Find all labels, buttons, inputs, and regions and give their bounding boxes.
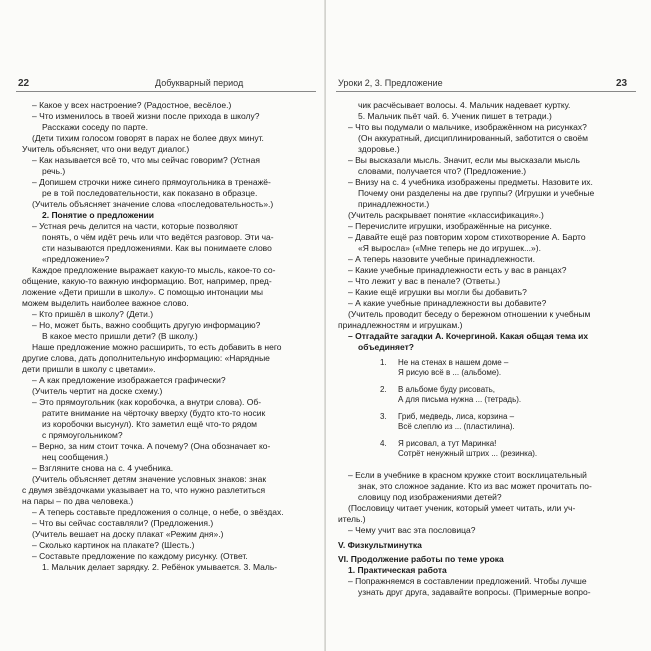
- text-line: Почему они разделены на две группы? (Игрушки и учебные: [358, 188, 595, 198]
- riddle-line: Гриб, медведь, лиса, корзина –: [398, 412, 515, 421]
- right-page: [326, 0, 651, 651]
- text-line: – Что вы подумали о мальчике, изображённом на рисунках?: [348, 122, 587, 132]
- left-page: [0, 0, 325, 651]
- text-line: (Пословицу читает ученик, который умеет читать, или уч-: [348, 503, 576, 513]
- riddle-line: В альбоме буду рисовать,: [398, 385, 496, 394]
- text-line: дети пришли в школу с цветами».: [22, 364, 156, 374]
- right-body-bottom: [338, 470, 592, 598]
- text-line: – Как называется всё то, что мы сейчас говорим? (Устная: [32, 155, 260, 165]
- text-line: принадлежностям и игрушкам.): [338, 320, 463, 330]
- riddle-number: 3.: [380, 412, 387, 421]
- text-line: – Какие учебные принадлежности есть у вас в ранцах?: [348, 265, 567, 275]
- text-line: принадлежности.): [358, 199, 430, 209]
- text-line: – Давайте ещё раз повторим хором стихотворение А. Барто: [348, 232, 586, 242]
- riddle-number: 1.: [380, 358, 387, 367]
- text-line: (Учитель проводит беседу о бережном отношении к учебным: [348, 309, 591, 319]
- riddle-4: [380, 439, 620, 463]
- text-line: чик расчёсывает волосы. 4. Мальчик надевает куртку.: [358, 100, 571, 110]
- text-line: – Какое у всех настроение? (Радостное, весёлое.): [32, 100, 232, 110]
- text-line: – Что изменилось в твоей жизни после прихода в школу?: [32, 111, 260, 121]
- text-line: ре в той последовательности, как показано в образце.: [42, 188, 258, 198]
- text-line: В какое место пришли дети? (В школу.): [42, 331, 198, 341]
- text-line: словицу под изображениями детей?: [358, 492, 502, 502]
- text-line: – Что лежит у вас в пенале? (Ответы.): [348, 276, 501, 286]
- riddle-line: Всё слеплю из ... (пластилина).: [398, 422, 515, 431]
- text-line: ратите внимание на чёрточку вверху (будто кто-то носик: [42, 408, 266, 418]
- right-page-number: 23: [616, 78, 628, 89]
- text-line: (Учитель чертит на доске схему.): [32, 386, 163, 396]
- text-line: – Внизу на с. 4 учебника изображены предметы. Назовите их.: [348, 177, 593, 187]
- text-line: – Попражняемся в составлении предложений. Чтобы лучше: [348, 576, 587, 586]
- text-line: (Учитель вешает на доску плакат «Режим дня».): [32, 529, 224, 539]
- text-line: сти называются предложениями. Как вы понимаете слово: [42, 243, 272, 253]
- text-line: – Что вы сейчас составляли? (Предложения.): [32, 518, 214, 528]
- riddle-line: Сотрёт ненужный штрих ... (резинка).: [398, 449, 538, 458]
- riddle-line: Я рисую всё в ... (альбоме).: [398, 368, 502, 377]
- text-line: нец сообщения.): [42, 452, 109, 462]
- left-body: [22, 100, 284, 573]
- text-line: – Это прямоугольник (как коробочка, а внутри слова). Об-: [32, 397, 262, 407]
- text-line: с двумя звёздочками указывает на то, что нужно разлетиться: [22, 485, 266, 495]
- right-header-rule: [336, 91, 636, 92]
- text-line: – Чему учит вас эта пословица?: [348, 525, 476, 535]
- text-line: – Вы высказали мысль. Значит, если мы высказали мысль: [348, 155, 580, 165]
- text-line: – Взгляните снова на с. 4 учебника.: [32, 463, 174, 473]
- riddle-line: Я рисовал, а тут Маринка!: [398, 439, 497, 448]
- text-line: (Учитель объясняет значение слова «последовательность».): [32, 199, 274, 209]
- right-header-title: Уроки 2, 3. Предложение: [338, 78, 443, 88]
- text-line: – Составьте предложение по каждому рисунку. (Ответ.: [32, 551, 248, 561]
- text-line: здоровье.): [358, 144, 400, 154]
- text-line: – А теперь назовите учебные принадлежности.: [348, 254, 535, 264]
- text-line: другие слова, дать дополнительную информацию: «Нарядные: [22, 353, 270, 363]
- text-line: на пары – по два человека.): [22, 496, 134, 506]
- text-line: – Но, может быть, важно сообщить другую информацию?: [32, 320, 261, 330]
- text-line: – Допишем строчки ниже синего прямоугольника в тренажё-: [32, 177, 271, 187]
- riddle-1: [380, 358, 620, 382]
- riddle-number: 4.: [380, 439, 387, 448]
- text-line: понять, о чём идёт речь или что ведётся разговор. Эти ча-: [42, 232, 274, 242]
- text-line: – Кто пришёл в школу? (Дети.): [32, 309, 154, 319]
- subsection-heading: 1. Практическая работа: [348, 565, 447, 575]
- riddle-number: 2.: [380, 385, 387, 394]
- text-line: 5. Мальчик пьёт чай. 6. Ученик пишет в тетради.): [358, 111, 552, 121]
- text-line: речь.): [42, 166, 66, 176]
- text-line: (Он аккуратный, дисциплинированный, заботится о своём: [358, 133, 588, 143]
- riddle-3: [380, 412, 620, 436]
- text-line: узнать друг друга, задавайте вопросы. (Примерные вопро-: [358, 587, 591, 597]
- riddle-line: Не на стенах в нашем доме –: [398, 358, 509, 367]
- riddle-line: А для письма нужна ... (тетрадь).: [398, 395, 522, 404]
- text-line: – Какие ещё игрушки вы могли бы добавить?: [348, 287, 527, 297]
- text-line: словами, получается что? (Предложение.): [358, 166, 527, 176]
- text-line: 1. Мальчик делает зарядку. 2. Ребёнок умывается. 3. Маль-: [42, 562, 278, 572]
- section-heading-v: V. Физкультминутка: [338, 540, 422, 550]
- text-line: (Учитель объясняет детям значение условных знаков: знак: [32, 474, 267, 484]
- text-line: с прямоугольником?: [42, 430, 123, 440]
- text-line: объединяет?: [358, 342, 414, 352]
- text-line: «Я выросла» («Мне теперь не до игрушек...»).: [358, 243, 541, 253]
- text-line: знак, это сложное задание. Кто из вас может прочитать по-: [358, 481, 592, 491]
- text-line: – Устная речь делится на части, которые позволяют: [32, 221, 239, 231]
- text-line: – Если в учебнике в красном кружке стоит восклицательный: [348, 470, 587, 480]
- text-line: Учитель объясняет, что они ведут диалог.): [22, 144, 190, 154]
- right-body-top: [338, 100, 594, 353]
- text-line: – А какие учебные принадлежности вы добавите?: [348, 298, 547, 308]
- text-line: – Перечислите игрушки, изображённые на рисунке.: [348, 221, 552, 231]
- text-line: Наше предложение можно расширить, то есть добавить в него: [32, 342, 282, 352]
- text-line: – Сколько картинок на плакате? (Шесть.): [32, 540, 195, 550]
- text-line: Расскажи соседу по парте.: [42, 122, 148, 132]
- text-line: – А теперь составьте предложения о солнце, о небе, о звёздах.: [32, 507, 284, 517]
- text-line: (Дети тихим голосом говорят в парах не более двух минут.: [32, 133, 264, 143]
- text-line: «предложение»?: [42, 254, 110, 264]
- text-line: ложение «Дети пришли в школу». С помощью интонации мы: [22, 287, 263, 297]
- text-line: – Отгадайте загадки А. Кочергиной. Какая общая тема их: [348, 331, 589, 341]
- text-line: из коробочки высунул). Кто заметил ещё что-то рядом: [42, 419, 258, 429]
- section-heading: 2. Понятие о предложении: [42, 210, 154, 220]
- left-page-number: 22: [18, 78, 30, 89]
- text-line: – А как предложение изображается графически?: [32, 375, 226, 385]
- text-line: Каждое предложение выражает какую-то мысль, какое-то со-: [32, 265, 276, 275]
- text-line: можем выделить наиболее важное слово.: [22, 298, 189, 308]
- riddle-2: [380, 385, 620, 409]
- left-header-rule: [16, 91, 316, 92]
- text-line: общение, какую-то важную информацию. Вот, например, пред-: [22, 276, 272, 286]
- text-line: (Учитель раскрывает понятие «классификация».): [348, 210, 544, 220]
- section-heading-vi: VI. Продолжение работы по теме урока: [338, 554, 504, 564]
- text-line: итель.): [338, 514, 366, 524]
- left-header-title: Добукварный период: [155, 78, 244, 88]
- text-line: – Верно, за ним стоит точка. А почему? (Она обозначает ко-: [32, 441, 271, 451]
